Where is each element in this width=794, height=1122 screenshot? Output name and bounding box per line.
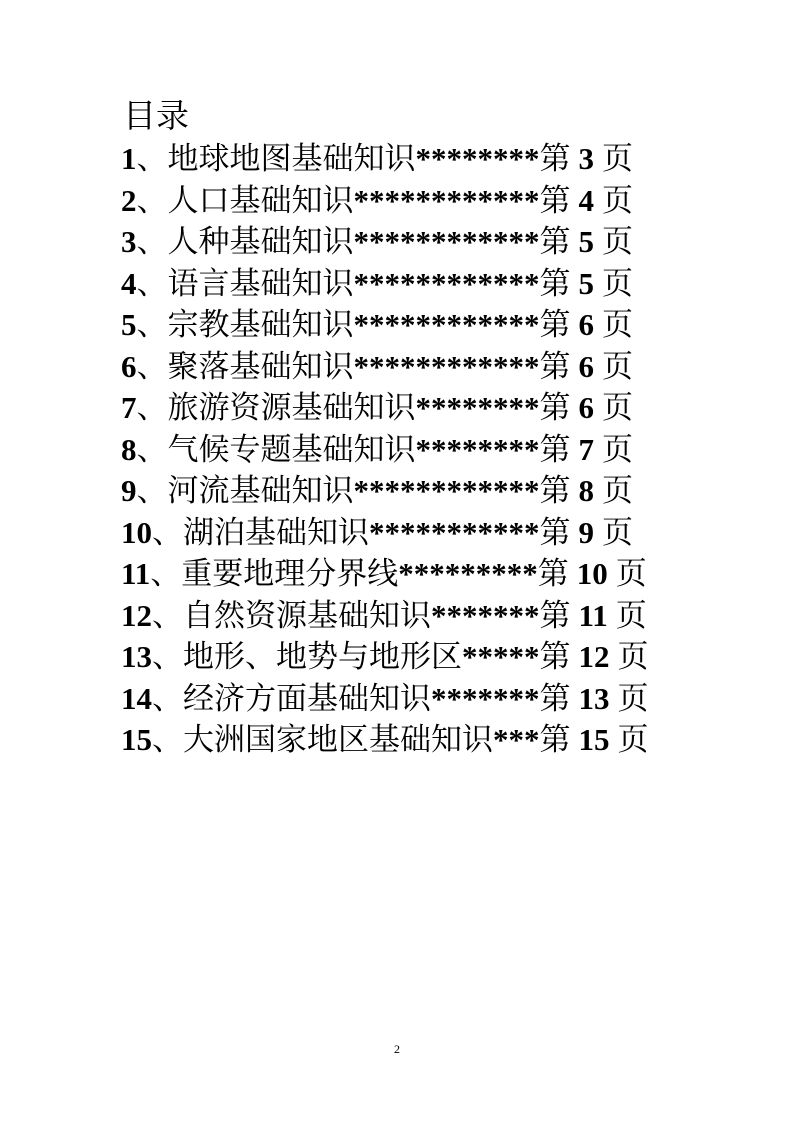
toc-entry	[121, 346, 649, 388]
toc-entry	[121, 595, 649, 637]
toc-entry	[121, 221, 649, 263]
toc-entry-leader: ***	[493, 722, 540, 757]
toc-entry-leader: ************	[353, 307, 540, 342]
toc-entry	[121, 138, 649, 180]
toc-entry	[121, 304, 649, 346]
toc-entry-page-suffix: 页	[615, 597, 647, 634]
toc-entry-page: 8	[578, 473, 594, 508]
toc-entry-page-prefix: 第	[539, 473, 571, 509]
toc-entry-label: 宗教基础知识	[167, 307, 354, 343]
toc-entry	[121, 180, 649, 222]
toc-entry-page-suffix: 页	[615, 556, 647, 592]
toc-entry-label: 地球地图基础知识	[167, 141, 416, 177]
toc-entry-number: 3	[121, 224, 137, 259]
toc-entry-page: 11	[578, 597, 608, 633]
toc-entry	[121, 263, 649, 305]
toc-entry	[121, 512, 649, 554]
toc-entry-page-prefix: 第	[539, 141, 571, 177]
toc-entry-leader: *****	[462, 639, 540, 674]
toc-entry-page-prefix: 第	[539, 680, 571, 717]
toc-entry-separator: 、	[152, 597, 183, 634]
toc-entry-number: 2	[121, 182, 137, 218]
toc-entry-page-prefix: 第	[539, 722, 571, 758]
toc-entry-number: 13	[121, 639, 152, 674]
toc-entry-leader: ********	[415, 431, 540, 467]
toc-entry-separator: 、	[136, 348, 168, 385]
toc-entry-leader: ********	[415, 141, 540, 176]
toc-entry-leader: ************	[353, 473, 540, 508]
toc-entry-page-prefix: 第	[537, 556, 569, 592]
toc-entry-number: 4	[121, 265, 137, 301]
toc-entry	[121, 470, 649, 512]
toc-entry-label: 旅游资源基础知识	[167, 390, 416, 426]
toc-entry-number: 14	[121, 680, 152, 716]
toc-entry-leader: ************	[353, 182, 540, 218]
toc-entry-separator: 、	[150, 556, 182, 592]
toc-entry-number: 7	[121, 390, 137, 425]
toc-entry-number: 10	[121, 514, 152, 550]
toc-title: 目录	[123, 96, 189, 135]
toc-entry-number: 5	[121, 307, 137, 342]
toc-entry-page-suffix: 页	[602, 390, 633, 426]
toc-entry-label: 语言基础知识	[167, 265, 354, 302]
toc-entry-page-suffix: 页	[602, 431, 633, 468]
toc-entry-leader: *******	[431, 680, 540, 716]
toc-entry	[121, 429, 649, 471]
toc-entry-leader: ************	[353, 348, 540, 384]
toc-entry-page-prefix: 第	[539, 182, 571, 219]
toc-entry-label: 重要地理分界线	[181, 556, 399, 592]
toc-entry-separator: 、	[152, 514, 183, 551]
toc-entry-page: 7	[578, 431, 594, 467]
toc-entry-leader: ************	[353, 265, 540, 301]
toc-entry	[121, 553, 649, 595]
toc-entry-page-suffix: 页	[617, 680, 649, 717]
toc-entry-page-suffix: 页	[602, 348, 633, 385]
toc-entry-number: 15	[121, 722, 152, 757]
toc-entry-page-prefix: 第	[539, 224, 571, 260]
toc-entry-page-suffix: 页	[602, 224, 633, 260]
toc-entry-page-suffix: 页	[602, 307, 633, 343]
toc-entry-separator: 、	[136, 473, 168, 509]
toc-entry-page: 15	[578, 722, 610, 757]
toc-entry	[121, 719, 649, 761]
toc-entry-page-suffix: 页	[617, 722, 649, 758]
toc-entry-label: 聚落基础知识	[167, 348, 354, 385]
toc-entry-page: 4	[578, 182, 594, 218]
toc-entry-number: 1	[121, 141, 137, 176]
toc-entry-page-prefix: 第	[539, 348, 571, 385]
toc-entry-number: 11	[121, 556, 151, 591]
toc-entry-page: 13	[578, 680, 610, 716]
toc-entry-page-prefix: 第	[539, 597, 571, 634]
toc-entry-label: 河流基础知识	[167, 473, 354, 509]
toc-entry-page-prefix: 第	[539, 431, 571, 468]
toc-entry-number: 9	[121, 473, 137, 508]
toc-entry-separator: 、	[136, 431, 168, 468]
toc-entry-number: 8	[121, 431, 137, 467]
toc-entry-page: 6	[578, 348, 594, 384]
toc-entry	[121, 678, 649, 720]
toc-entry-page-prefix: 第	[539, 639, 571, 675]
toc-entry-leader: *********	[398, 556, 538, 591]
toc-entry-page-prefix: 第	[539, 390, 571, 426]
toc-entry-page-suffix: 页	[602, 514, 633, 551]
toc-entry-separator: 、	[152, 639, 183, 675]
toc-entry-number: 12	[121, 597, 152, 633]
toc-entry-label: 大洲国家地区基础知识	[183, 722, 493, 758]
toc-entry-label: 人口基础知识	[167, 182, 354, 219]
toc-entry-number: 6	[121, 348, 137, 384]
toc-entry-label: 气候专题基础知识	[167, 431, 416, 468]
toc-entry-label: 自然资源基础知识	[183, 597, 431, 634]
toc-entry-separator: 、	[136, 265, 168, 302]
toc-entry-page: 12	[578, 639, 610, 674]
toc-entry-page-prefix: 第	[539, 514, 571, 551]
toc-entry-label: 地形、地势与地形区	[183, 639, 462, 675]
toc-entry-separator: 、	[152, 722, 183, 758]
toc-entry-separator: 、	[136, 224, 168, 260]
toc-entry-page: 6	[578, 390, 594, 425]
toc-entry-label: 湖泊基础知识	[183, 514, 369, 551]
toc-entry-page: 5	[578, 224, 594, 259]
toc-entry-page: 3	[578, 141, 594, 176]
toc-entry-separator: 、	[136, 390, 168, 426]
toc-entry	[121, 636, 649, 678]
toc-entry-separator: 、	[136, 141, 168, 177]
toc-entry-leader: ********	[415, 390, 540, 425]
toc-entry-page-suffix: 页	[602, 265, 633, 302]
toc-entry-page: 10	[576, 556, 608, 591]
toc-entry-page-prefix: 第	[539, 307, 571, 343]
toc-entry	[121, 387, 649, 429]
toc-entry-leader: *******	[431, 597, 540, 633]
toc-entry-page: 9	[578, 514, 594, 550]
toc-entry-page-suffix: 页	[602, 141, 633, 177]
toc-entry-leader: ***********	[369, 514, 540, 550]
toc-entry-page-prefix: 第	[539, 265, 571, 302]
toc-entry-page-suffix: 页	[602, 473, 633, 509]
toc-entry-leader: ************	[353, 224, 540, 259]
toc-entry-separator: 、	[136, 182, 168, 219]
toc-entry-page: 5	[578, 265, 594, 301]
toc-entry-label: 人种基础知识	[167, 224, 354, 260]
page-number: 2	[394, 1042, 400, 1056]
toc-entry-page: 6	[578, 307, 594, 342]
toc-entry-page-suffix: 页	[602, 182, 633, 219]
toc-entry-separator: 、	[136, 307, 168, 343]
toc-entry-label: 经济方面基础知识	[183, 680, 431, 717]
toc-entry-page-suffix: 页	[617, 639, 649, 675]
toc-list	[121, 138, 649, 761]
toc-entry-separator: 、	[152, 680, 183, 717]
